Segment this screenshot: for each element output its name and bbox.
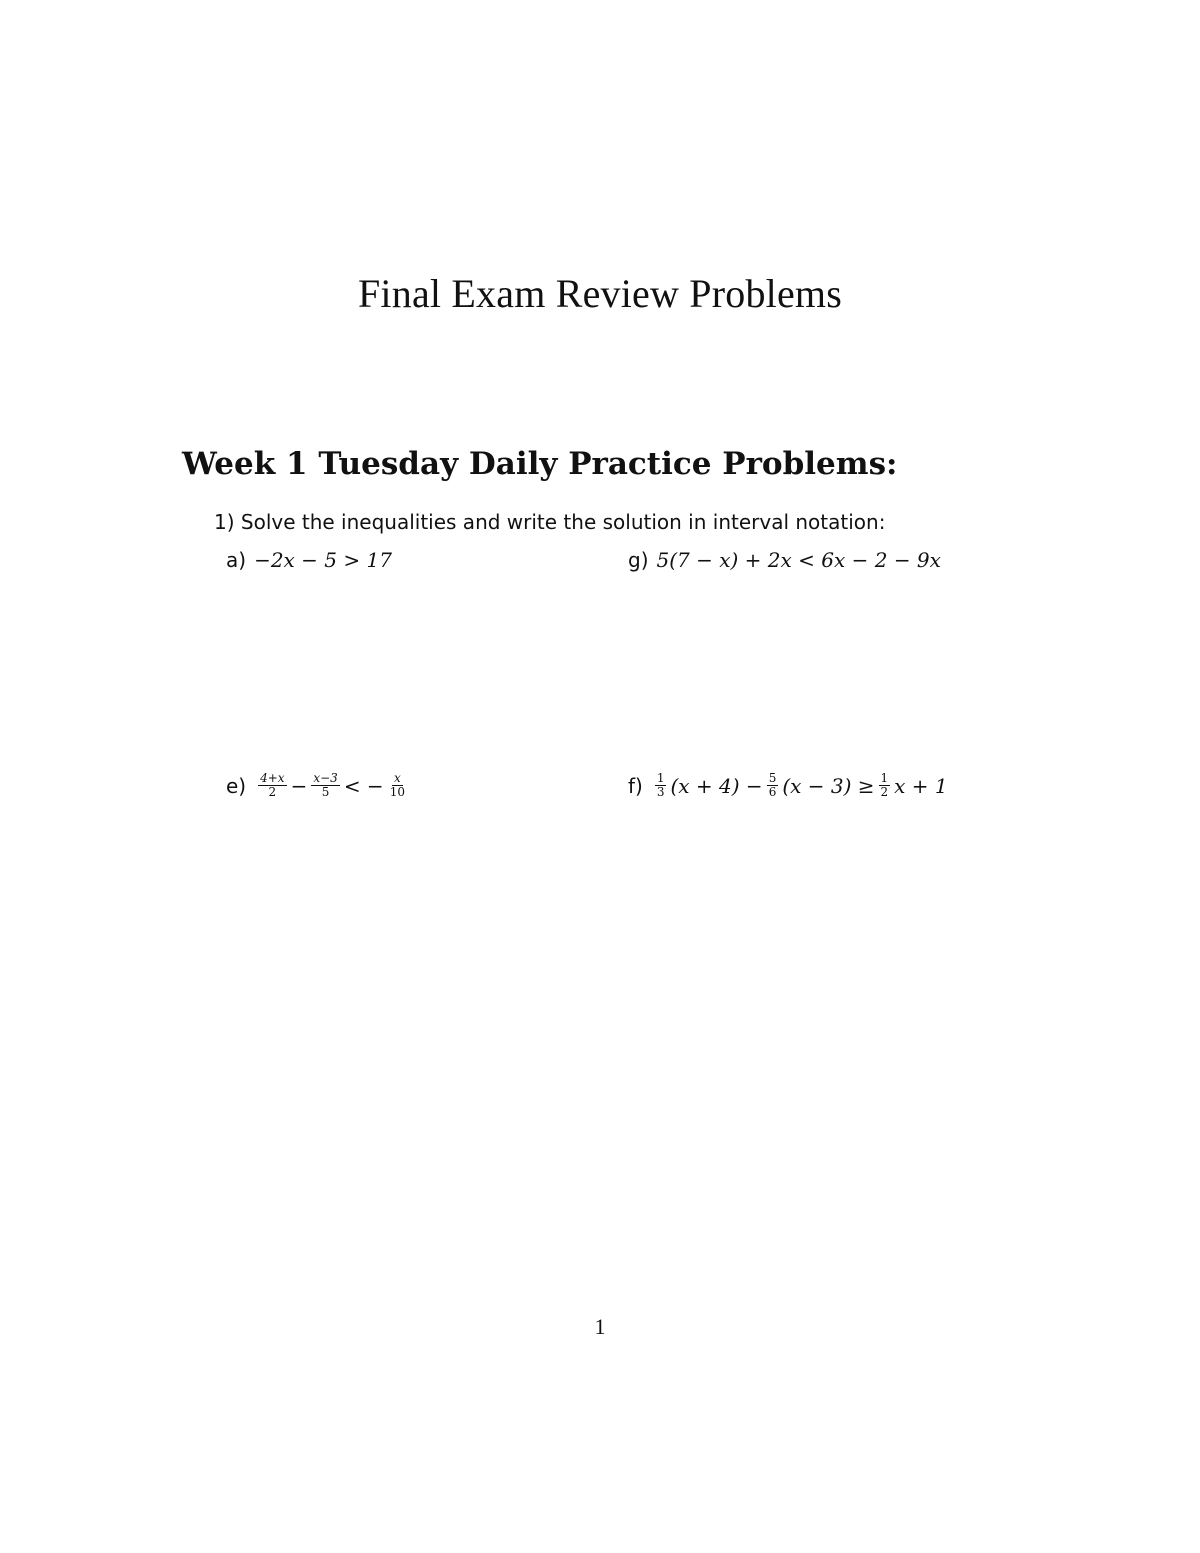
fraction-denominator: 10 (389, 785, 405, 799)
fraction (311, 772, 339, 799)
page-number: 1 (594, 1314, 606, 1339)
fraction-denominator: 3 (656, 785, 665, 799)
fraction-numerator: x−3 (313, 771, 338, 785)
expression-term: x + 1 (894, 773, 948, 798)
problem-label: g) (628, 548, 649, 572)
problem-g (628, 548, 941, 572)
operator: < − (343, 773, 384, 798)
fraction-numerator: 5 (768, 771, 777, 785)
problem-expression: 5(7 − x) + 2x < 6x − 2 − 9x (656, 548, 941, 572)
fraction-numerator: x (393, 771, 401, 785)
problem-f (628, 772, 948, 799)
problem-label: e) (226, 773, 247, 798)
fraction-numerator: 1 (656, 771, 665, 785)
fraction-denominator: 5 (321, 785, 330, 799)
expression-term: (x + 4) − (670, 773, 763, 798)
problem-e (226, 772, 411, 799)
fraction-numerator: 1 (880, 771, 889, 785)
fraction-denominator: 6 (768, 785, 777, 799)
fraction-denominator: 2 (880, 785, 889, 799)
problem-label: f) (628, 773, 643, 798)
fraction-numerator: 4+x (260, 771, 285, 785)
section-heading: Week 1 Tuesday Daily Practice Problems: (182, 446, 898, 482)
expression-term: (x − 3) ≥ (782, 773, 875, 798)
fraction (767, 772, 779, 799)
problem-expression: −2x − 5 > 17 (254, 548, 392, 572)
fraction (879, 772, 891, 799)
fraction (655, 772, 667, 799)
page-title: Final Exam Review Problems (357, 271, 843, 316)
problem-label: a) (226, 548, 247, 572)
fraction-denominator: 2 (268, 785, 277, 799)
problem-a (226, 548, 392, 572)
operator: − (290, 773, 308, 798)
fraction (258, 772, 286, 799)
fraction (388, 772, 407, 799)
problem-instruction: 1) Solve the inequalities and write the solution in interval notation: (214, 510, 886, 534)
